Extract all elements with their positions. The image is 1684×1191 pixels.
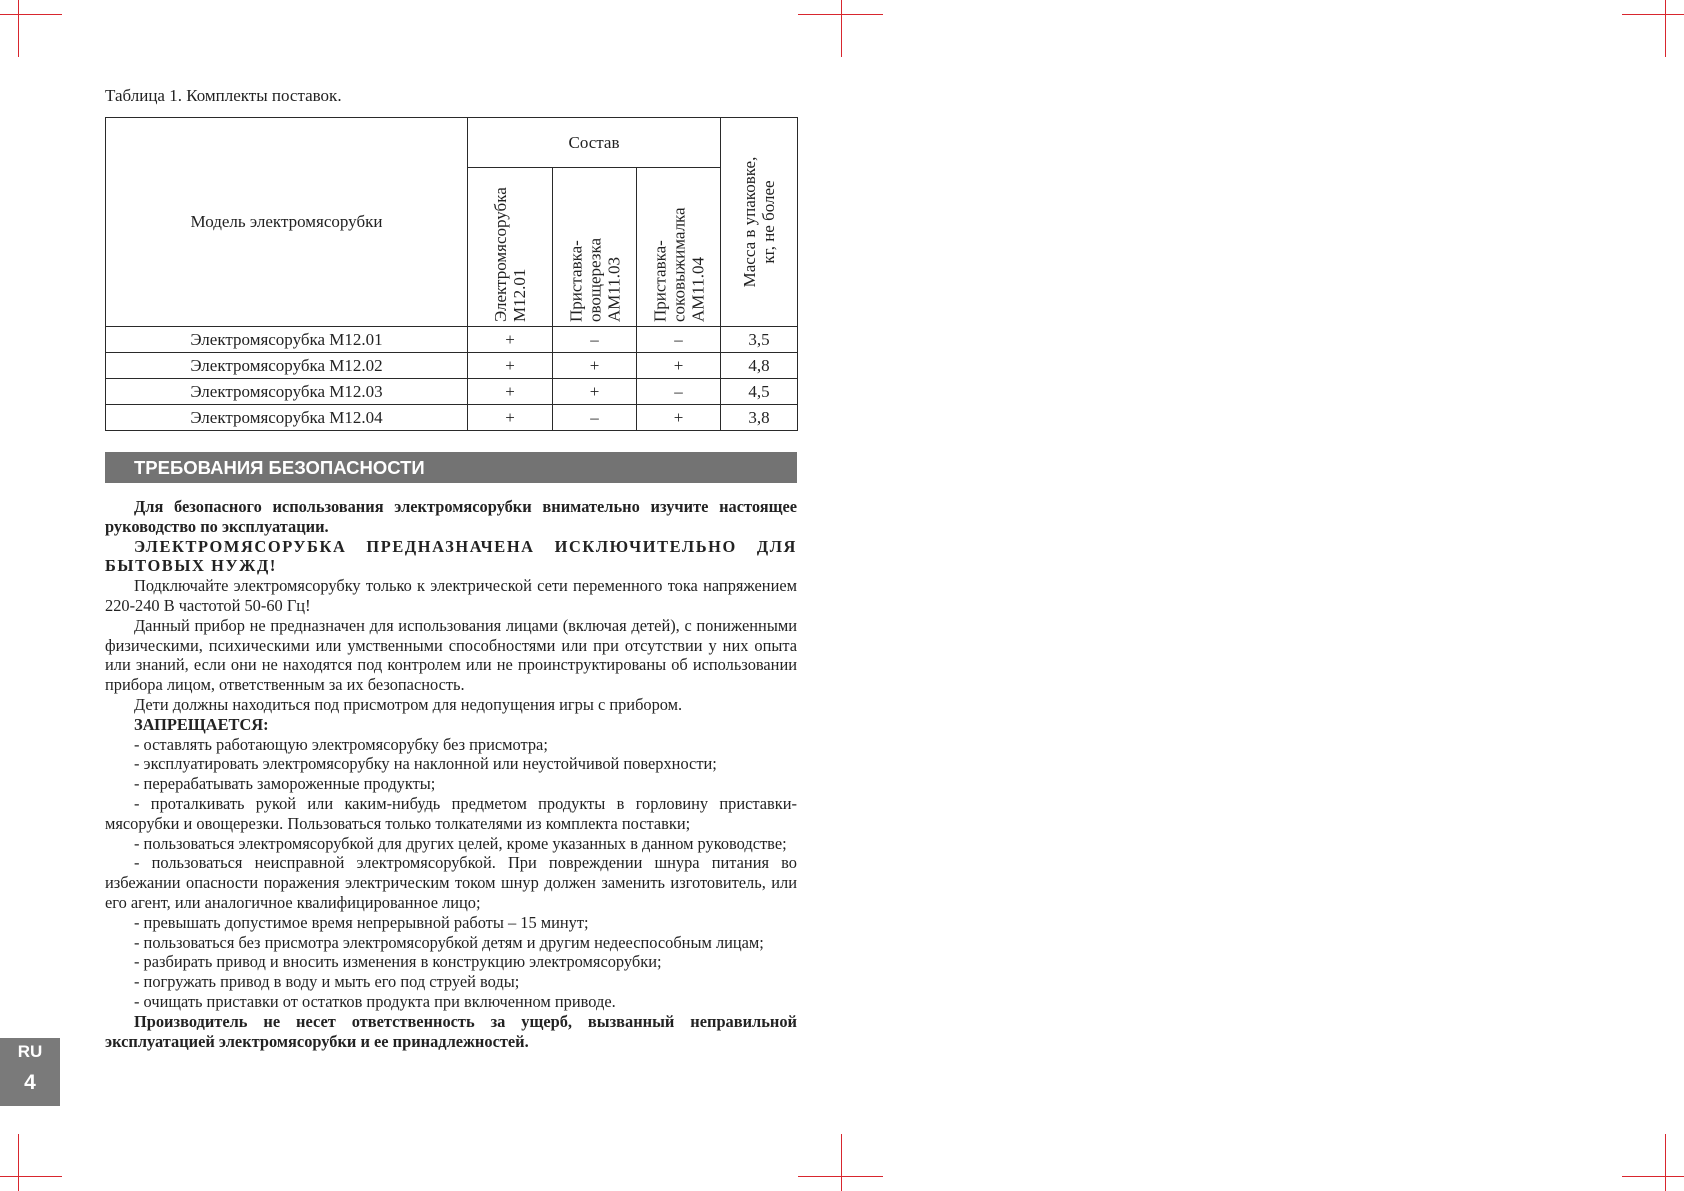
mass-cell: 3,8 <box>721 405 798 431</box>
component-cell: – <box>553 405 637 431</box>
section-heading: ТРЕБОВАНИЯ БЕЗОПАСНОСТИ <box>105 452 797 483</box>
paragraph: ЭЛЕКТРОМЯСОРУБКА ПРЕДНАЗНАЧЕНА ИСКЛЮЧИТЕЛЬНО ДЛЯ БЫТОВЫХ НУЖД! <box>105 536 797 576</box>
list-item: - пользоваться без присмотра электромясорубкой детям и другим недееспособным лицам; <box>134 932 764 952</box>
table-row <box>106 327 798 353</box>
list-item: - перерабатывать замороженные продукты; <box>134 774 436 794</box>
model-header: Модель электромясорубки <box>106 118 468 327</box>
component-header-cell <box>637 168 721 327</box>
component-header: Приставка- соковыжималка АМ11.04 <box>650 207 707 322</box>
list-item: - очищать приставки от остатков продукта при включенном приводе. <box>134 991 616 1011</box>
paragraph: Дети должны находиться под присмотром для недопущения игры с прибором. <box>134 694 683 714</box>
model-cell: Электромясорубка М12.01 <box>106 327 468 353</box>
paragraph: Для безопасного использования электромясорубки внимательно изучите настоящее руководство по эксплуатации. <box>105 497 797 536</box>
group-header: Состав <box>468 118 721 168</box>
model-cell: Электромясорубка М12.02 <box>106 353 468 379</box>
component-header-cell <box>468 168 553 327</box>
mass-cell: 3,5 <box>721 327 798 353</box>
safety-text <box>105 497 797 1051</box>
component-cell: + <box>468 327 553 353</box>
mass-header: Масса в упаковке, кг, не более <box>740 156 778 288</box>
list-item: - оставлять работающую электромясорубку без присмотра; <box>134 734 548 754</box>
component-cell: + <box>553 353 637 379</box>
mass-cell: 4,5 <box>721 379 798 405</box>
model-cell: Электромясорубка М12.04 <box>106 405 468 431</box>
page-number: 4 <box>24 1071 36 1094</box>
component-cell: + <box>553 379 637 405</box>
table-row <box>106 379 798 405</box>
component-cell: + <box>468 405 553 431</box>
component-header: Электромясорубка М12.01 <box>491 187 529 322</box>
page-badge <box>0 1038 60 1106</box>
table-caption: Таблица 1. Комплекты поставок. <box>105 86 342 105</box>
component-header-cell <box>553 168 637 327</box>
component-cell: + <box>637 405 721 431</box>
component-cell: + <box>468 353 553 379</box>
mass-cell: 4,8 <box>721 353 798 379</box>
paragraph: Подключайте электромясорубку только к электрической сети переменного тока напряжением 220-240 В частотой 50-60 Гц! <box>105 576 797 615</box>
table-row <box>106 405 798 431</box>
table-header-row <box>106 118 798 168</box>
component-cell: – <box>637 379 721 405</box>
list-item: - превышать допустимое время непрерывной работы – 15 минут; <box>134 912 589 932</box>
kit-table <box>105 117 798 431</box>
list-item: - пользоваться неисправной электромясорубкой. При повреждении шнура питания во избежании опасности поражения электрическим током шнур должен заменить изготовитель, или его агент, или аналогичное квалифицированное лицо; <box>105 853 797 912</box>
model-cell: Электромясорубка М12.03 <box>106 379 468 405</box>
component-cell: – <box>553 327 637 353</box>
paragraph: Производитель не несет ответственность за ущерб, вызванный неправильной эксплуатацией электромясорубки и ее принадлежностей. <box>105 1011 797 1051</box>
component-cell: + <box>468 379 553 405</box>
paragraph: Данный прибор не предназначен для использования лицами (включая детей), с пониженными физическими, психическими или умственными способностями или при отсутствии у них опыта или знаний, если они не находятся под контролем или не проинструктированы об использовании прибора лицом, ответственным за их безопасность. <box>105 615 797 695</box>
mass-header-cell <box>721 118 798 327</box>
list-item: - пользоваться электромясорубкой для других целей, кроме указанных в данном руководстве; <box>134 833 787 853</box>
list-item: - проталкивать рукой или каким-нибудь предметом продукты в горловину приставки-мясорубки и овощерезки. Пользоваться только толкателями из комплекта поставки; <box>105 793 797 833</box>
list-item: - разбирать привод и вносить изменения в конструкцию электромясорубки; <box>134 952 662 972</box>
list-item: - эксплуатировать электромясорубку на наклонной или неустойчивой поверхности; <box>134 754 717 774</box>
component-header: Приставка- овощерезка АМ11.03 <box>566 237 623 322</box>
prohibited-heading: ЗАПРЕЩАЕТСЯ: <box>134 714 269 734</box>
list-item: - погружать привод в воду и мыть его под струей воды; <box>134 972 520 992</box>
language-label: RU <box>17 1042 43 1061</box>
component-cell: – <box>637 327 721 353</box>
table-row <box>106 353 798 379</box>
component-cell: + <box>637 353 721 379</box>
